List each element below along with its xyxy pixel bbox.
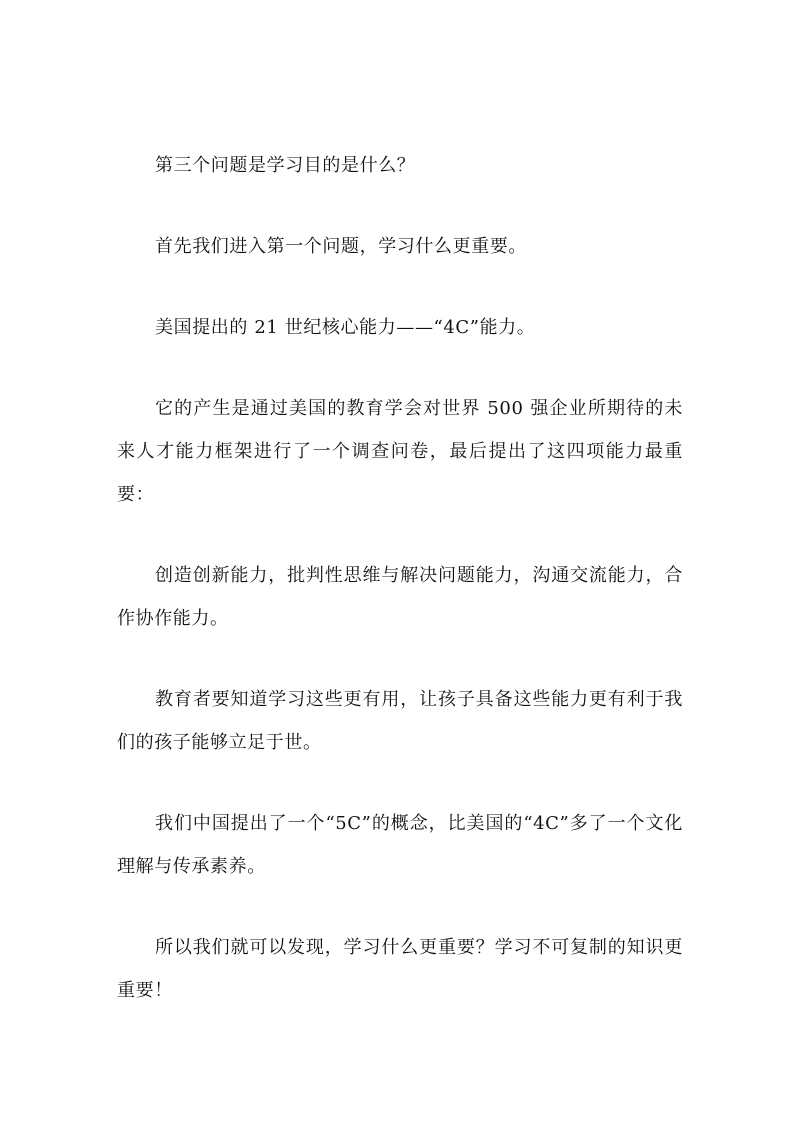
paragraph-survey-origin: 它的产生是通过美国的教育学会对世界 500 强企业所期待的未来人才能力框架进行了一个调查问卷，最后提出了这四项能力最重要： (117, 398, 683, 505)
paragraph-question-three: 第三个问题是学习目的是什么？ (155, 155, 416, 176)
document-page (117, 144, 683, 1012)
paragraph-four-abilities: 创造创新能力，批判性思维与解决问题能力，沟通交流能力，合作协作能力。 (117, 565, 683, 629)
paragraph-educators: 教育者要知道学习这些更有用，让孩子具备这些能力更有利于我们的孩子能够立足于世。 (117, 689, 683, 753)
paragraph-china-5c: 我们中国提出了一个“5C”的概念，比美国的“4C”多了一个文化理解与传承素养。 (117, 813, 683, 877)
paragraph-4c-ability: 美国提出的 21 世纪核心能力——“4C”能力。 (155, 317, 536, 338)
paragraph-first-question: 首先我们进入第一个问题，学习什么更重要。 (155, 236, 527, 257)
paragraph-conclusion: 所以我们就可以发现，学习什么更重要？学习不可复制的知识更重要！ (117, 937, 683, 1001)
